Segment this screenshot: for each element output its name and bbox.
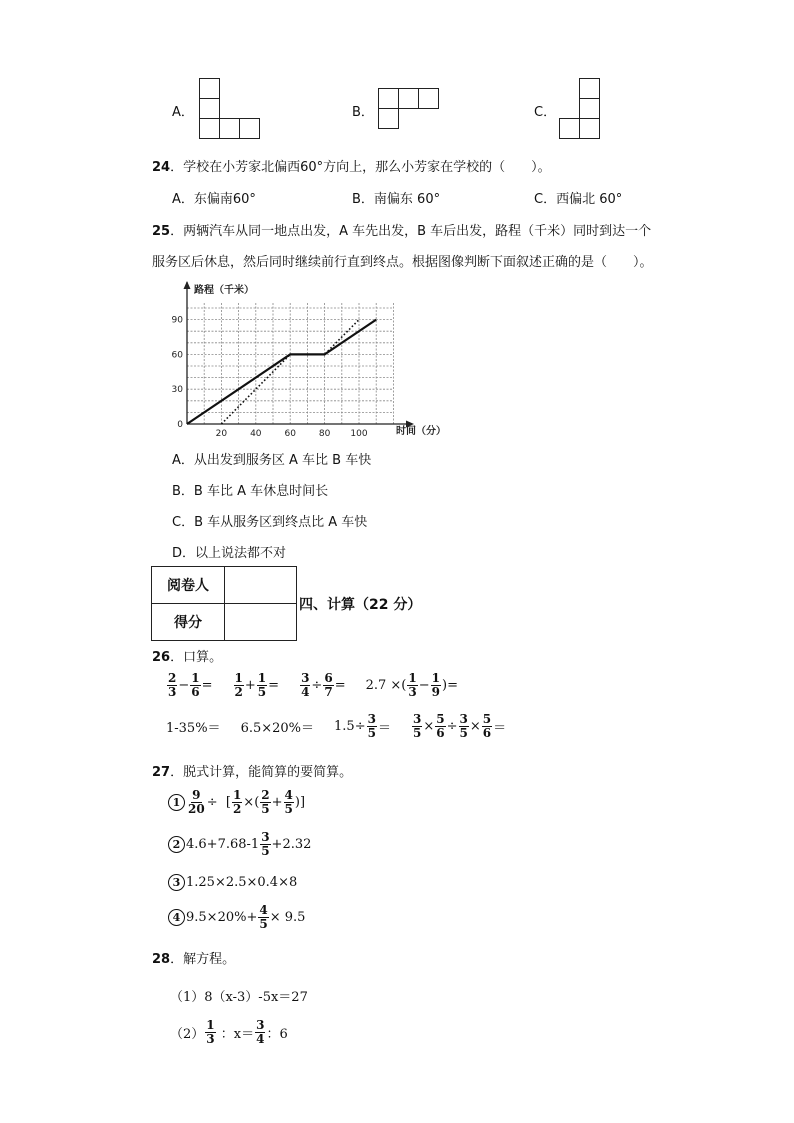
q25-option-c: C．B 车从服务区到终点比 A 车快: [172, 515, 368, 530]
q28-equation-2: （2） $\frac{1}{3}$ ：x＝ $\frac{3}{4}$ ：6: [170, 1018, 288, 1046]
x-tick-label: 40: [250, 429, 262, 439]
q27-item-4: 4 9.5×20%+ $\frac{4}{5}$ × 9.5: [168, 904, 305, 931]
fraction: $\frac{2}{3}$: [168, 671, 177, 699]
x-tick-label: 20: [215, 429, 228, 439]
q23-option-c-label: C．: [534, 105, 557, 120]
y-tick-label: 60: [171, 350, 183, 361]
section-4-title: 四、计算（22 分）: [299, 597, 422, 613]
q26-row-1: $\frac{2}{3}$ − $\frac{1}{6}$ = $\frac{1}{2}$ + $\frac{1}{5}$ = $\frac{3}{4}$ ÷ $\frac{6}{7}$ = 2.7 ×( $\frac{1}{3}$ − $\frac{1}{9}$ )=: [168, 671, 458, 699]
x-tick-label: 60: [284, 429, 296, 439]
series-line-1: [187, 320, 376, 424]
chart-series: [187, 320, 376, 424]
q24-option-a: A．东偏南60°: [172, 192, 256, 207]
q27-item-1: 1 $\frac{9}{20}$ ÷ [ $\frac{1}{2}$ ×( $\frac{2}{5}$ + $\frac{4}{5}$ )]: [168, 789, 305, 816]
y-tick-label: 30: [171, 385, 183, 396]
chart-y-axis-label: 路程（千米）: [194, 285, 254, 296]
q27-title: 27．脱式计算，能简算的要简算。: [152, 765, 353, 780]
q25-stem-line1: 25．两辆汽车从同一地点出发，A 车先出发，B 车后出发，路程（千米）同时到达一个: [152, 224, 652, 239]
q25-option-b: B．B 车比 A 车休息时间长: [172, 484, 329, 499]
y-tick-label: 90: [171, 315, 183, 326]
q26-title: 26．口算。: [152, 650, 223, 665]
y-tick-label: 0: [177, 420, 183, 430]
score-table: [151, 566, 297, 641]
y-axis-arrow: [184, 281, 191, 289]
distance-time-chart: [168, 276, 468, 442]
chart-x-axis-label: 时间（分）: [396, 426, 446, 437]
q28-title: 28．解方程。: [152, 952, 236, 967]
q23-option-b-label: B．: [352, 105, 374, 120]
q27-item-3: 3 1.25×2.5×0.4×8: [168, 874, 297, 891]
q24-stem: 24．学校在小芳家北偏西60°方向上，那么小芳家在学校的（ ）。: [152, 160, 551, 175]
q25-option-a: A．从出发到服务区 A 车比 B 车快: [172, 453, 372, 468]
score-label: 得分: [152, 604, 225, 641]
reviewer-label: 阅卷人: [152, 567, 225, 604]
x-tick-label: 100: [350, 429, 368, 439]
q27-item-2: 2 4.6+7.68-1 $\frac{3}{5}$ +2.32: [168, 831, 311, 858]
q28-equation-1: （1）8（x-3）-5x＝27: [170, 990, 308, 1005]
chart-grid: [187, 302, 393, 424]
q25-option-d: D．以上说法都不对: [172, 546, 287, 561]
q24-option-c: C．西偏北 60°: [534, 192, 623, 207]
x-tick-label: 80: [318, 429, 331, 439]
score-cell: [225, 604, 297, 641]
reviewer-cell: [225, 567, 297, 604]
q23-option-a-label: A．: [172, 105, 194, 120]
q26-row-2: 1-35%＝ 6.5×20%＝ 1.5÷ $\frac{3}{5}$ ＝ $\frac{3}{5}$ × $\frac{5}{6}$ ÷ $\frac{3}{5}$ × $\frac{5}{6}$ ＝: [166, 712, 507, 740]
q24-option-b: B．南偏东 60°: [352, 192, 441, 207]
q25-stem-line2: 服务区后休息，然后同时继续前行直到终点。根据图像判断下面叙述正确的是（ ）。: [152, 255, 653, 270]
